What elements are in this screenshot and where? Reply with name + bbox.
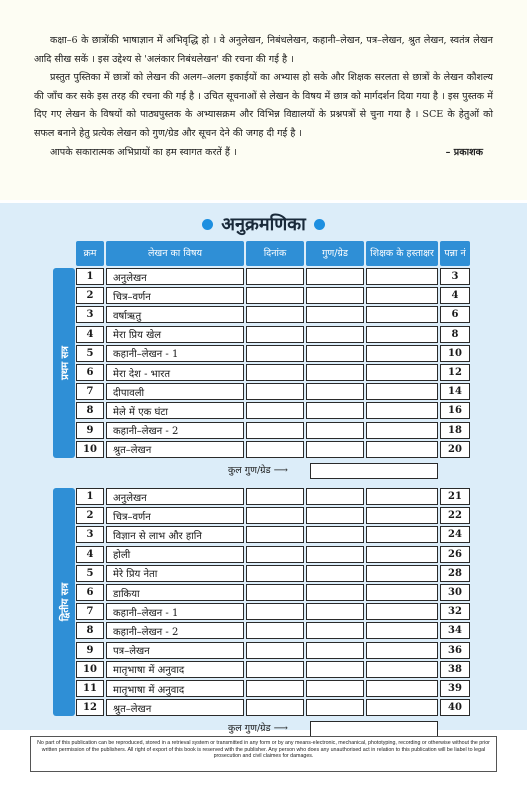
row-signature-cell[interactable] [366, 306, 438, 323]
row-signature-cell[interactable] [366, 345, 438, 362]
row-grade-cell[interactable] [306, 526, 364, 543]
row-date-cell[interactable] [246, 488, 304, 505]
row-signature-cell[interactable] [366, 507, 438, 524]
row-date-cell[interactable] [246, 364, 304, 381]
row-subject: मेरा प्रिय खेल [106, 326, 244, 343]
preface-paragraph-1: कक्षा–6 के छात्रोंकी भाषाज्ञान में अभिवृद्धि हो । वे अनुलेखन, निबंधलेखन, कहानी–लेखन, पत्र–लेखन, श्रुत लेखन, स्वतंत्र लेखन आदि सीख सकें । इस उद्देश्य से 'अलंकार निबंधलेखन' की रचना की गई है । [34, 35, 493, 65]
row-page: 24 [440, 526, 470, 543]
row-grade-cell[interactable] [306, 642, 364, 659]
row-page: 39 [440, 680, 470, 697]
row-grade-cell[interactable] [306, 364, 364, 381]
row-grade-cell[interactable] [306, 546, 364, 563]
row-signature-cell[interactable] [366, 565, 438, 582]
row-signature-cell[interactable] [366, 383, 438, 400]
row-signature-cell[interactable] [366, 526, 438, 543]
row-date-cell[interactable] [246, 402, 304, 419]
row-signature-cell[interactable] [366, 268, 438, 285]
index-title-row [0, 211, 527, 237]
row-subject: मेरा देश - भारत [106, 364, 244, 381]
row-grade-cell[interactable] [306, 584, 364, 601]
row-number: 5 [76, 565, 104, 582]
row-date-cell[interactable] [246, 507, 304, 524]
row-number: 6 [76, 364, 104, 381]
row-grade-cell[interactable] [306, 345, 364, 362]
row-page: 34 [440, 622, 470, 639]
header-grade: गुण/ग्रेड [306, 241, 364, 266]
row-number: 6 [76, 584, 104, 601]
bullet-dot-icon [314, 219, 325, 230]
row-number: 2 [76, 287, 104, 304]
row-grade-cell[interactable] [306, 661, 364, 678]
preface-paragraph-2: प्रस्तुत पुस्तिका में छात्रों को लेखन की अलग–अलग इकाईयों का अभ्यास हो सके और शिक्षक सरलता से छात्रों के लेखन कौशल्य की जाँच कर सके इस तरह की रचना की गई है । उचित सूचनाओं से लेखन के विषय में छात्र को मार्गदर्शन दिया गया है । इस पुस्तक में दिए गए लेखन के विषयों को पाठ्यपुस्तक के अभ्यासक्रम और विभिन्न विद्यालयों के प्रश्नपत्रों से चुना गया है । SCE के हेतुओं को सफल बनाने हेतु प्रत्येक लेखन को गुण/ग्रेड और सूचन देने की जगह दी गई है । [34, 72, 493, 139]
row-subject: होली [106, 546, 244, 563]
row-grade-cell[interactable] [306, 603, 364, 620]
row-grade-cell[interactable] [306, 507, 364, 524]
row-grade-cell[interactable] [306, 565, 364, 582]
row-number: 10 [76, 661, 104, 678]
row-signature-cell[interactable] [366, 488, 438, 505]
row-subject: कहानी–लेखन - 2 [106, 622, 244, 639]
row-subject: मेले में एक घंटा [106, 402, 244, 419]
section-second-term-label: द्वितीय सत्र [60, 583, 71, 622]
row-page: 30 [440, 584, 470, 601]
row-signature-cell[interactable] [366, 699, 438, 716]
row-subject: मातृभाषा में अनुवाद [106, 680, 244, 697]
row-signature-cell[interactable] [366, 642, 438, 659]
row-subject: श्रुत–लेखन [106, 441, 244, 458]
row-grade-cell[interactable] [306, 306, 364, 323]
row-page: 16 [440, 402, 470, 419]
row-grade-cell[interactable] [306, 422, 364, 439]
row-number: 5 [76, 345, 104, 362]
row-number: 11 [76, 680, 104, 697]
row-grade-cell[interactable] [306, 441, 364, 458]
total-grade-box-2[interactable] [310, 721, 438, 737]
row-date-cell[interactable] [246, 661, 304, 678]
row-subject: कहानी–लेखन - 1 [106, 603, 244, 620]
row-grade-cell[interactable] [306, 622, 364, 639]
preface [0, 0, 527, 200]
total-grade-box-1[interactable] [310, 463, 438, 479]
preface-closing-row [34, 144, 493, 162]
row-date-cell[interactable] [246, 565, 304, 582]
row-date-cell[interactable] [246, 383, 304, 400]
row-number: 7 [76, 383, 104, 400]
row-page: 10 [440, 345, 470, 362]
row-page: 14 [440, 383, 470, 400]
row-date-cell[interactable] [246, 526, 304, 543]
row-signature-cell[interactable] [366, 584, 438, 601]
row-signature-cell[interactable] [366, 364, 438, 381]
row-signature-cell[interactable] [366, 661, 438, 678]
row-date-cell[interactable] [246, 699, 304, 716]
row-page: 8 [440, 326, 470, 343]
row-grade-cell[interactable] [306, 699, 364, 716]
header-date: दिनांक [246, 241, 304, 266]
row-number: 9 [76, 642, 104, 659]
section-first-term [53, 268, 75, 458]
row-subject: कहानी–लेखन - 2 [106, 422, 244, 439]
header-kram: क्रम [76, 241, 104, 266]
row-number: 8 [76, 402, 104, 419]
row-subject: अनुलेखन [106, 268, 244, 285]
row-page: 28 [440, 565, 470, 582]
row-number: 8 [76, 622, 104, 639]
row-number: 1 [76, 488, 104, 505]
row-date-cell[interactable] [246, 546, 304, 563]
row-page: 18 [440, 422, 470, 439]
row-number: 3 [76, 526, 104, 543]
preface-paragraph-3: आपके सकारात्मक अभिप्रायों का हम स्वागत करतें हैं । [50, 146, 237, 158]
row-subject: चित्र–वर्णन [106, 287, 244, 304]
row-signature-cell[interactable] [366, 622, 438, 639]
row-signature-cell[interactable] [366, 603, 438, 620]
index-title: अनुक्रमणिका [221, 214, 306, 235]
row-date-cell[interactable] [246, 287, 304, 304]
row-grade-cell[interactable] [306, 680, 364, 697]
row-number: 12 [76, 699, 104, 716]
row-number: 3 [76, 306, 104, 323]
row-subject: कहानी–लेखन - 1 [106, 345, 244, 362]
row-page: 40 [440, 699, 470, 716]
row-subject: डाकिया [106, 584, 244, 601]
row-subject: दीपावली [106, 383, 244, 400]
bullet-dot-icon [202, 219, 213, 230]
section-second-term [53, 488, 75, 716]
row-page: 4 [440, 287, 470, 304]
row-subject: मातृभाषा में अनुवाद [106, 661, 244, 678]
row-page: 26 [440, 546, 470, 563]
row-page: 22 [440, 507, 470, 524]
row-grade-cell[interactable] [306, 402, 364, 419]
row-subject: पत्र–लेखन [106, 642, 244, 659]
section-first-term-label: प्रथम सत्र [60, 346, 71, 380]
row-number: 1 [76, 268, 104, 285]
row-date-cell[interactable] [246, 326, 304, 343]
row-number: 4 [76, 546, 104, 563]
row-signature-cell[interactable] [366, 422, 438, 439]
row-subject: विज्ञान से लाभ और हानि [106, 526, 244, 543]
header-signature: शिक्षक के हस्ताक्षर [366, 241, 438, 266]
row-number: 10 [76, 441, 104, 458]
row-grade-cell[interactable] [306, 326, 364, 343]
row-grade-cell[interactable] [306, 287, 364, 304]
row-number: 7 [76, 603, 104, 620]
total-grade-label-1: कुल गुण/ग्रेड ⟶ [228, 465, 288, 476]
row-page: 38 [440, 661, 470, 678]
row-grade-cell[interactable] [306, 268, 364, 285]
row-subject: चित्र–वर्णन [106, 507, 244, 524]
header-page-no: पन्ना नं [440, 241, 470, 266]
row-grade-cell[interactable] [306, 383, 364, 400]
row-signature-cell[interactable] [366, 680, 438, 697]
total-grade-label-2: कुल गुण/ग्रेड ⟶ [228, 723, 288, 735]
header-subject: लेखन का विषय [106, 241, 244, 266]
row-date-cell[interactable] [246, 345, 304, 362]
arrow-right-icon: ⟶ [273, 465, 288, 476]
row-number: 9 [76, 422, 104, 439]
row-date-cell[interactable] [246, 584, 304, 601]
row-date-cell[interactable] [246, 422, 304, 439]
row-number: 4 [76, 326, 104, 343]
row-date-cell[interactable] [246, 680, 304, 697]
row-signature-cell[interactable] [366, 402, 438, 419]
row-grade-cell[interactable] [306, 488, 364, 505]
row-signature-cell[interactable] [366, 326, 438, 343]
row-subject: श्रुत–लेखन [106, 699, 244, 716]
row-number: 2 [76, 507, 104, 524]
row-page: 20 [440, 441, 470, 458]
row-date-cell[interactable] [246, 441, 304, 458]
copyright-notice: No part of this publication can be reproduced, stored in a retrieval system or transmitted in any form or by any means-electronic, mechanical, phototyping, recording or otherwise without the prior written permission of the publishers. All right of export of this book is reserved with the publisher. Any person who does any unauthorised act in relation to this publication will be liabel to legal prosecution and civil claimes for damages. [30, 736, 497, 772]
row-date-cell[interactable] [246, 622, 304, 639]
row-page: 21 [440, 488, 470, 505]
row-page: 6 [440, 306, 470, 323]
row-date-cell[interactable] [246, 603, 304, 620]
publisher-signature: – प्रकाशक [445, 146, 483, 158]
row-page: 12 [440, 364, 470, 381]
index-panel [0, 200, 527, 735]
row-page: 3 [440, 268, 470, 285]
row-subject: मेरे प्रिय नेता [106, 565, 244, 582]
row-subject: अनुलेखन [106, 488, 244, 505]
row-date-cell[interactable] [246, 642, 304, 659]
row-page: 32 [440, 603, 470, 620]
arrow-right-icon: ⟶ [273, 723, 288, 735]
row-signature-cell[interactable] [366, 441, 438, 458]
row-date-cell[interactable] [246, 306, 304, 323]
row-page: 36 [440, 642, 470, 659]
row-date-cell[interactable] [246, 268, 304, 285]
row-signature-cell[interactable] [366, 287, 438, 304]
row-signature-cell[interactable] [366, 546, 438, 563]
row-subject: वर्षाऋतु [106, 306, 244, 323]
